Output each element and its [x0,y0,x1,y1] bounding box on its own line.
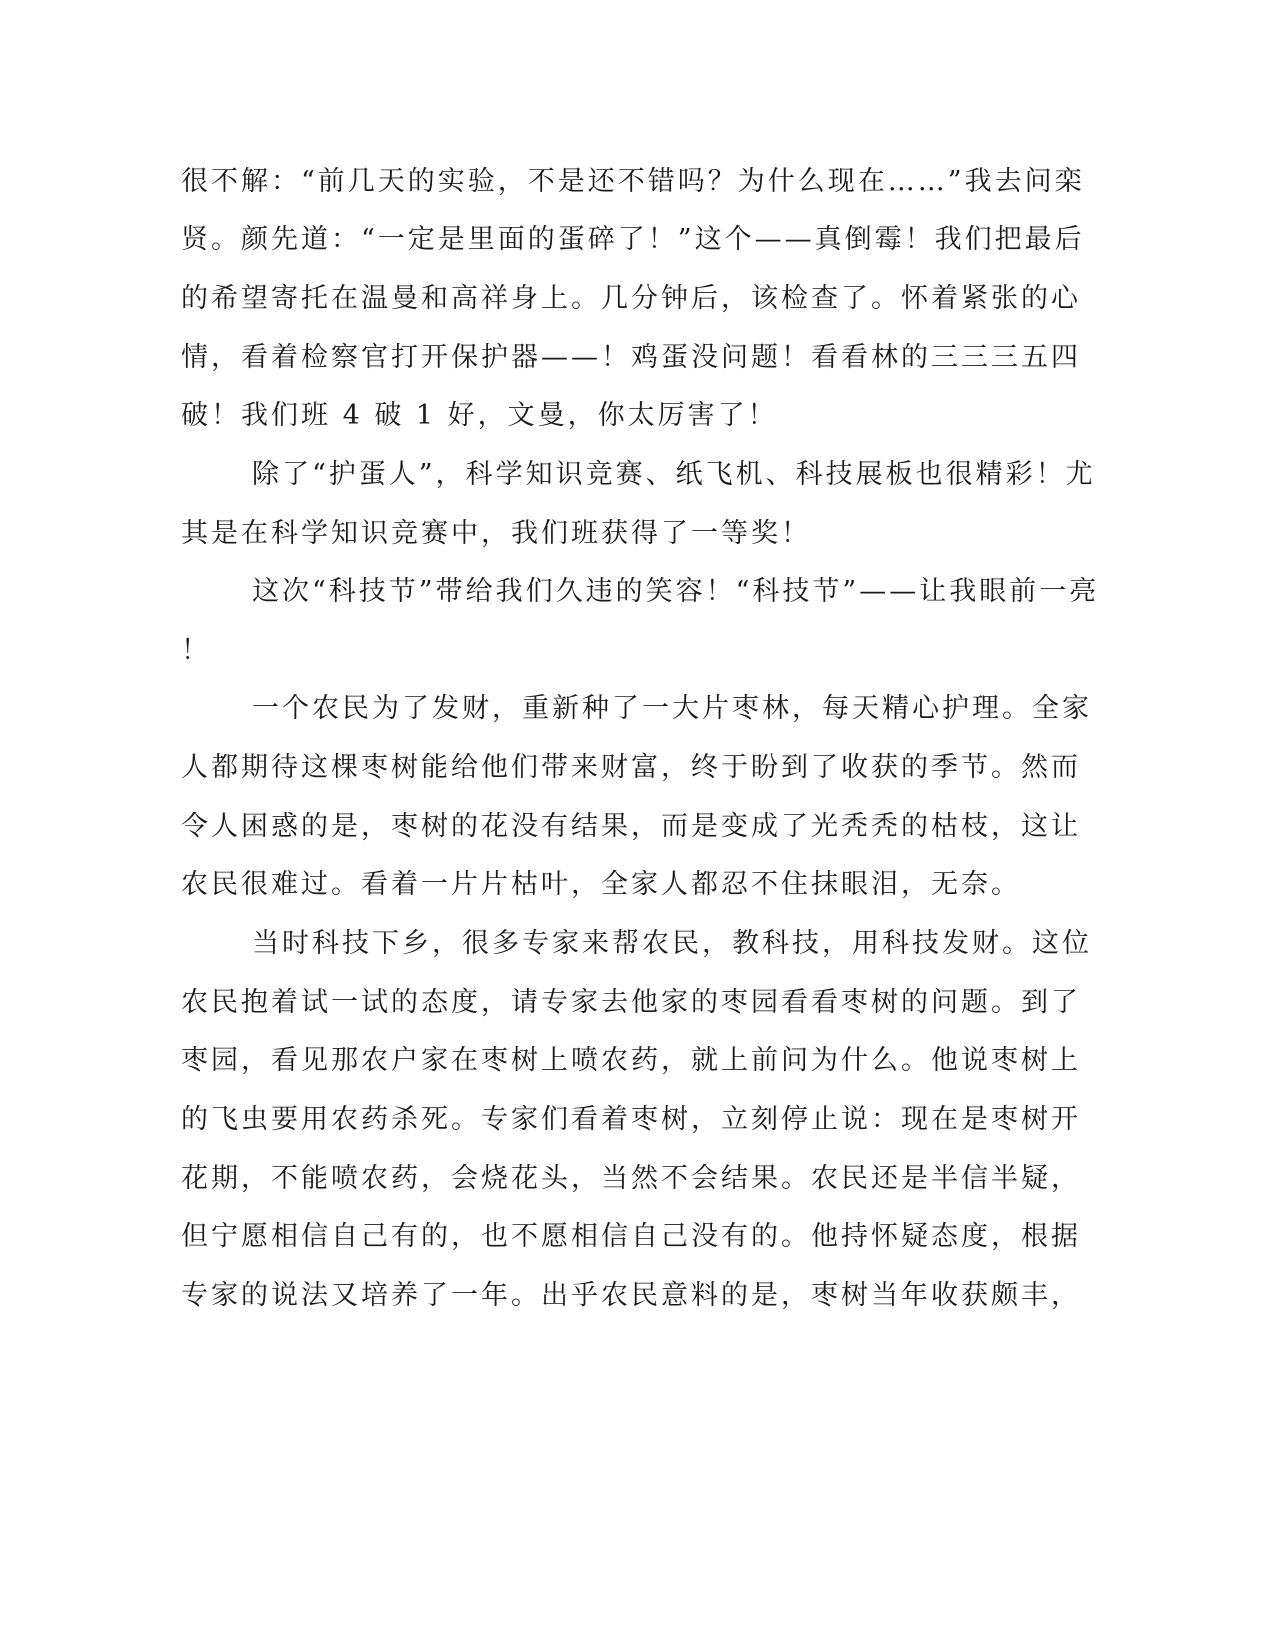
text-line: 很不解：“前几天的实验，不是还不错吗？为什么现在……”我去问栾 [181,166,1085,197]
text-line: 贤。颜先道：“一定是里面的蛋碎了！”这个——真倒霉！我们把最后 [181,224,1085,255]
text-line: 专家的说法又培养了一年。出乎农民意料的是，枣树当年收获颇丰， [181,1280,1081,1311]
text-line: 的希望寄托在温曼和高祥身上。几分钟后，该检查了。怀着紧张的心 [181,283,1081,314]
text-line: 令人困惑的是，枣树的花没有结果，而是变成了光秃秃的枯枝，这让 [181,811,1081,842]
text-line: 人都期待这棵枣树能给他们带来财富，终于盼到了收获的季节。然而 [181,752,1081,783]
text-line: 花期，不能喷农药，会烧花头，当然不会结果。农民还是半信半疑， [181,1163,1081,1194]
text-line: 农民抱着试一试的态度，请专家去他家的枣园看看枣树的问题。到了 [181,987,1081,1018]
text-line: 其是在科学知识竞赛中，我们班获得了一等奖！ [181,518,811,549]
text-line: ！ [181,635,211,666]
paragraph-first-line: 除了“护蛋人”，科学知识竞赛、纸飞机、科技展板也很精彩！尤 [252,459,1096,490]
paragraph-first-line: 当时科技下乡，很多专家来帮农民，教科技，用科技发财。这位 [252,928,1092,959]
text-line: 的飞虫要用农药杀死。专家们看着枣树，立刻停止说：现在是枣树开 [181,1104,1081,1135]
text-line: 破！我们班 4 破 1 好，文曼，你太厉害了！ [181,400,778,431]
paragraph-first-line: 这次“科技节”带给我们久违的笑容！“科技节”——让我眼前一亮 [252,576,1100,607]
text-line: 但宁愿相信自己有的，也不愿相信自己没有的。他持怀疑态度，根据 [181,1221,1081,1252]
text-line: 农民很难过。看着一片片枯叶，全家人都忍不住抹眼泪，无奈。 [181,869,1021,900]
text-line: 情，看着检察官打开保护器——！鸡蛋没问题！看看林的三三三五四 [181,342,1081,373]
paragraph-first-line: 一个农民为了发财，重新种了一大片枣林，每天精心护理。全家 [252,693,1092,724]
text-line: 枣园，看见那农户家在枣树上喷农药，就上前问为什么。他说枣树上 [181,1045,1081,1076]
